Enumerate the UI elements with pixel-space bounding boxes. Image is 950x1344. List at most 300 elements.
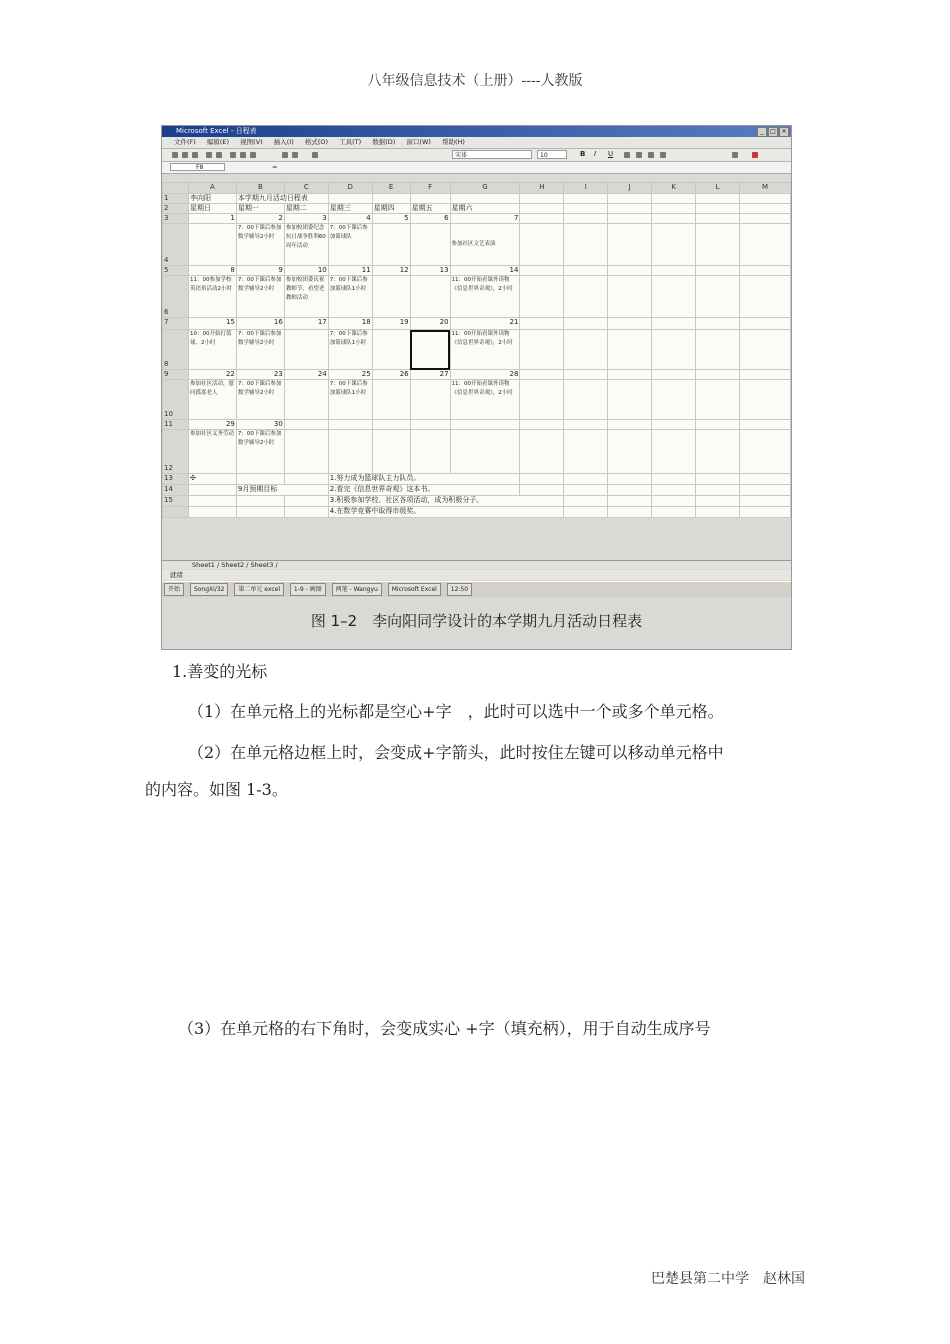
cell[interactable] [696, 496, 740, 507]
cell[interactable]: 7：00下课后参加数学辅导2小时 [236, 380, 284, 420]
taskbar-item[interactable]: SongXi/32 [190, 583, 229, 596]
row-header[interactable]: 15 [163, 496, 189, 507]
cell[interactable] [564, 204, 608, 214]
cell[interactable] [696, 214, 740, 224]
cell[interactable] [564, 496, 608, 507]
cell[interactable]: 7：00下课后参加篮球队1小时 [328, 276, 372, 318]
paragraph: （1）在单元格上的光标都是空心+字 ，此时可以选中一个或多个单元格。 [188, 702, 724, 721]
sheet-table [162, 182, 791, 518]
cell[interactable]: 17 [284, 318, 328, 330]
cell[interactable] [188, 507, 236, 518]
cell[interactable] [520, 194, 564, 204]
cell[interactable] [450, 194, 520, 204]
table-row [163, 420, 791, 430]
cell[interactable] [608, 224, 652, 266]
cell[interactable]: 24 [284, 370, 328, 380]
excel-screenshot-figure [161, 125, 792, 650]
menu-tools[interactable]: 工具(T) [339, 138, 362, 146]
row-header[interactable]: 4 [163, 224, 189, 266]
taskbar-item[interactable]: 第二单元 excel [234, 583, 284, 596]
cell[interactable]: 7：00下课后参加数学辅导2小时 [236, 430, 284, 474]
window-title-bar [162, 126, 791, 137]
cell[interactable]: 12 [372, 266, 410, 276]
menu-edit[interactable]: 编辑(E) [206, 138, 230, 146]
cell[interactable]: 5 [372, 214, 410, 224]
minimize-icon[interactable]: _ [757, 127, 767, 137]
row-header[interactable]: 8 [163, 330, 189, 370]
window-title: Microsoft Excel - 日程表 [176, 127, 257, 135]
preview-icon[interactable] [216, 152, 222, 158]
cell[interactable] [740, 204, 791, 214]
cell[interactable] [652, 430, 696, 474]
cell[interactable] [740, 485, 791, 496]
fill-color-icon[interactable] [732, 152, 738, 158]
cell[interactable]: 7：00下课后参加数学辅导2小时 [236, 330, 284, 370]
cell[interactable] [188, 474, 236, 485]
column-header[interactable]: G [450, 183, 520, 194]
cell[interactable]: 3.积极参加学校、社区各项活动，成为积极分子。 [328, 496, 564, 507]
cell[interactable]: 星期日 [188, 204, 236, 214]
cell[interactable] [284, 474, 328, 485]
cell[interactable] [652, 474, 696, 485]
cell[interactable]: 4 [328, 214, 372, 224]
cell[interactable] [652, 318, 696, 330]
table-row [163, 507, 791, 518]
cell[interactable] [652, 266, 696, 276]
new-icon[interactable] [172, 152, 178, 158]
save-icon[interactable] [192, 152, 198, 158]
column-header[interactable]: L [696, 183, 740, 194]
cell[interactable] [372, 276, 410, 318]
cell[interactable] [410, 430, 450, 474]
cross-cursor-icon: ✣ [189, 474, 196, 482]
row-header[interactable]: 12 [163, 430, 189, 474]
cell[interactable] [564, 474, 608, 485]
cell[interactable] [410, 224, 450, 266]
cell[interactable]: 7：00下课后参加篮球队 [328, 224, 372, 266]
cell[interactable] [696, 266, 740, 276]
cell[interactable]: 参加校团委纪念抗日战争胜利60周年活动 [284, 224, 328, 266]
menu-help[interactable]: 帮助(H) [441, 138, 465, 146]
taskbar-item[interactable]: 1-9 - 画图 [290, 583, 326, 596]
cell[interactable] [564, 266, 608, 276]
cell[interactable] [188, 224, 236, 266]
cell[interactable] [236, 507, 284, 518]
paste-icon[interactable] [250, 152, 256, 158]
cell[interactable] [652, 214, 696, 224]
cell[interactable]: 26 [372, 370, 410, 380]
cell[interactable] [696, 276, 740, 318]
print-icon[interactable] [206, 152, 212, 158]
cell[interactable]: 27 [410, 370, 450, 380]
cell[interactable] [608, 276, 652, 318]
font-size-select[interactable]: 10 [537, 150, 567, 159]
cell[interactable]: 15 [188, 318, 236, 330]
cell[interactable] [564, 330, 608, 370]
cell[interactable] [608, 330, 652, 370]
cell[interactable] [236, 496, 284, 507]
table-row [163, 496, 791, 507]
cell[interactable] [564, 380, 608, 420]
taskbar-item[interactable]: 两笔 - Wangyu [332, 583, 382, 596]
cell[interactable]: 7：00下课后参加数学辅导2小时 [236, 276, 284, 318]
cell[interactable] [564, 194, 608, 204]
cell[interactable]: 7 [450, 214, 520, 224]
cell[interactable]: 11 [328, 266, 372, 276]
cell[interactable]: 参加校团委庆祝教师节，看望老教师活动 [284, 276, 328, 318]
cell[interactable] [284, 496, 328, 507]
cell[interactable] [740, 430, 791, 474]
row-header[interactable]: 14 [163, 485, 189, 496]
open-icon[interactable] [182, 152, 188, 158]
cell[interactable]: 星期三 [328, 204, 372, 214]
menu-window[interactable]: 窗口(W) [406, 138, 431, 146]
cell[interactable]: 7：00下课后参加篮球队1小时 [328, 330, 372, 370]
name-box[interactable]: F8 [170, 163, 225, 171]
cell[interactable] [740, 496, 791, 507]
cell[interactable] [696, 430, 740, 474]
equals-icon[interactable]: = [272, 163, 278, 171]
cell[interactable] [740, 194, 791, 204]
column-header[interactable]: H [520, 183, 564, 194]
cut-icon[interactable] [230, 152, 236, 158]
cell[interactable] [740, 318, 791, 330]
cell[interactable] [608, 380, 652, 420]
cell[interactable] [564, 214, 608, 224]
table-row [163, 214, 791, 224]
page-header: 八年级信息技术（上册）----人教版 [367, 73, 583, 89]
cell[interactable]: 1.努力成为篮球队主力队员。 [328, 474, 520, 485]
cell[interactable]: 11：00开始看课外读物《信息世界奇观》，2小时 [450, 330, 520, 370]
cell[interactable] [696, 485, 740, 496]
table-row [163, 330, 791, 370]
row-header[interactable]: 9 [163, 370, 189, 380]
section-heading: 1.善变的光标 [172, 662, 268, 681]
table-row [163, 485, 791, 496]
cell[interactable] [696, 204, 740, 214]
cell[interactable] [564, 224, 608, 266]
cell[interactable] [520, 224, 564, 266]
cell[interactable] [608, 485, 652, 496]
status-bar [162, 570, 791, 580]
cell[interactable] [608, 214, 652, 224]
status-text: 就绪 [170, 571, 183, 579]
font-color-icon[interactable] [752, 152, 758, 158]
cell[interactable] [520, 430, 564, 474]
column-header[interactable]: A [188, 183, 236, 194]
cell[interactable] [284, 330, 328, 370]
cell[interactable]: 9月预期目标 [236, 485, 328, 496]
cell[interactable] [564, 420, 608, 430]
bold-icon[interactable]: B [580, 150, 586, 158]
cell[interactable] [372, 380, 410, 420]
row-header[interactable]: 2 [163, 204, 189, 214]
cell[interactable] [410, 380, 450, 420]
table-row [163, 380, 791, 420]
cell[interactable]: 20 [410, 318, 450, 330]
cell[interactable] [652, 370, 696, 380]
cell[interactable] [410, 194, 450, 204]
cell[interactable] [696, 507, 740, 518]
cell[interactable] [652, 204, 696, 214]
cell[interactable] [564, 507, 608, 518]
cell[interactable] [696, 318, 740, 330]
cell[interactable]: 1 [188, 214, 236, 224]
cell[interactable] [608, 204, 652, 214]
column-header[interactable]: C [284, 183, 328, 194]
select-all-corner[interactable] [163, 183, 189, 194]
cell[interactable] [410, 276, 450, 318]
column-header[interactable]: K [652, 183, 696, 194]
menu-insert[interactable]: 插入(I) [273, 138, 294, 146]
sort-icon[interactable] [292, 152, 298, 158]
merge-icon[interactable] [660, 152, 666, 158]
cell[interactable]: 2.看完《信息世界奇观》这本书。 [328, 485, 520, 496]
cell[interactable] [328, 420, 372, 430]
maximize-icon[interactable]: □ [768, 127, 778, 137]
table-row [163, 370, 791, 380]
cell[interactable]: 18 [328, 318, 372, 330]
cell[interactable] [372, 194, 410, 204]
figure-caption: 图 1–2 李向阳同学设计的本学期九月活动日程表 [310, 612, 643, 630]
row-header[interactable]: 11 [163, 420, 189, 430]
cell[interactable] [520, 276, 564, 318]
cell[interactable] [740, 266, 791, 276]
cell[interactable] [740, 507, 791, 518]
cell[interactable] [520, 380, 564, 420]
font-name-select[interactable]: 宋体 [452, 150, 532, 159]
cell[interactable] [328, 194, 372, 204]
row-header[interactable] [163, 507, 189, 518]
cell[interactable]: 3 [284, 214, 328, 224]
taskbar-item[interactable]: Microsoft Excel [388, 583, 441, 596]
cell[interactable] [608, 420, 652, 430]
cell[interactable] [652, 420, 696, 430]
cell[interactable]: 16 [236, 318, 284, 330]
menu-format[interactable]: 格式(O) [304, 138, 329, 146]
cell[interactable]: 22 [188, 370, 236, 380]
cell[interactable] [696, 330, 740, 370]
cell[interactable]: 参加社区义务劳动 [188, 430, 236, 474]
cell[interactable]: 星期一 [236, 204, 284, 214]
cell[interactable] [372, 420, 410, 430]
cell[interactable]: 29 [188, 420, 236, 430]
cell[interactable] [608, 194, 652, 204]
sheet-tab[interactable]: Sheet1 / Sheet2 / Sheet3 / [192, 561, 278, 569]
cell[interactable]: 星期五 [410, 204, 450, 214]
menu-data[interactable]: 数据(D) [372, 138, 396, 146]
cell[interactable]: 11：00开始看课外读物《信息世界奇观》，2小时 [450, 276, 520, 318]
italic-icon[interactable]: I [594, 150, 597, 158]
table-row [163, 276, 791, 318]
column-header[interactable]: M [740, 183, 791, 194]
cell[interactable] [608, 496, 652, 507]
table-row [163, 318, 791, 330]
menu-view[interactable]: 视图(V) [240, 138, 263, 146]
cell[interactable]: 星期四 [372, 204, 410, 214]
table-row [163, 204, 791, 214]
menu-bar [162, 137, 791, 149]
cell[interactable] [520, 330, 564, 370]
cell[interactable] [520, 420, 564, 430]
cell[interactable] [652, 330, 696, 370]
cell[interactable] [564, 370, 608, 380]
cell[interactable] [740, 214, 791, 224]
table-row [163, 224, 791, 266]
cell[interactable] [564, 485, 608, 496]
cell[interactable] [372, 330, 410, 370]
toolbar [162, 149, 791, 162]
cell[interactable] [740, 420, 791, 430]
cell[interactable] [188, 496, 236, 507]
close-icon[interactable]: × [779, 127, 789, 137]
cell[interactable] [608, 507, 652, 518]
cell[interactable] [652, 276, 696, 318]
cell[interactable] [284, 380, 328, 420]
column-header-row [163, 183, 791, 194]
cell[interactable]: 14 [450, 266, 520, 276]
cell[interactable] [652, 194, 696, 204]
cell[interactable]: 星期六 [450, 204, 520, 214]
cell[interactable]: 21 [450, 318, 520, 330]
cell[interactable] [608, 474, 652, 485]
cell[interactable] [608, 318, 652, 330]
cell[interactable] [652, 224, 696, 266]
row-header[interactable]: 10 [163, 380, 189, 420]
cell[interactable] [740, 370, 791, 380]
cell[interactable] [696, 224, 740, 266]
spreadsheet-grid [162, 182, 791, 518]
cell[interactable] [696, 420, 740, 430]
cell[interactable] [696, 380, 740, 420]
chart-icon[interactable] [312, 152, 318, 158]
cell[interactable] [608, 370, 652, 380]
column-header[interactable]: E [372, 183, 410, 194]
cell[interactable]: 23 [236, 370, 284, 380]
cell[interactable] [740, 380, 791, 420]
cell[interactable] [652, 485, 696, 496]
cell[interactable] [450, 420, 520, 430]
cell[interactable] [608, 266, 652, 276]
table-row [163, 430, 791, 474]
cell[interactable] [520, 485, 564, 496]
align-center-icon[interactable] [636, 152, 642, 158]
cell[interactable]: 本学期九月活动日程表 [236, 194, 328, 204]
cell[interactable] [740, 276, 791, 318]
selected-cell-f8[interactable] [410, 330, 450, 370]
cell[interactable]: 星期二 [284, 204, 328, 214]
row-header[interactable]: 3 [163, 214, 189, 224]
menu-file[interactable]: 文件(F) [174, 138, 196, 146]
cell[interactable]: 4.在数学竞赛中取得市级奖。 [328, 507, 564, 518]
formula-bar [162, 162, 791, 174]
cell[interactable]: 11：00开始看课外读物《信息世界奇观》，2小时 [450, 380, 520, 420]
cell[interactable] [608, 430, 652, 474]
align-left-icon[interactable] [624, 152, 630, 158]
cell[interactable]: 9 [236, 266, 284, 276]
cell[interactable]: 13 [410, 266, 450, 276]
column-header[interactable]: I [564, 183, 608, 194]
column-header[interactable]: D [328, 183, 372, 194]
cell[interactable]: 参加社区活动，慰问孤寡老人 [188, 380, 236, 420]
cell[interactable] [520, 266, 564, 276]
row-header[interactable]: 1 [163, 194, 189, 204]
cell[interactable] [520, 318, 564, 330]
cell[interactable]: 2 [236, 214, 284, 224]
clock: 12:50 [447, 583, 472, 596]
cell[interactable] [652, 496, 696, 507]
row-header[interactable]: 5 [163, 266, 189, 276]
align-right-icon[interactable] [648, 152, 654, 158]
cell[interactable] [520, 370, 564, 380]
cell[interactable]: 25 [328, 370, 372, 380]
paragraph: 的内容。如图 1-3。 [145, 780, 288, 799]
cell[interactable]: 参加社区文艺表演 [450, 224, 520, 266]
sheet-tabs [162, 560, 791, 569]
cell[interactable] [652, 380, 696, 420]
cell[interactable]: 8 [188, 266, 236, 276]
cell[interactable]: 10：00开始打篮球，2小时 [188, 330, 236, 370]
cell[interactable]: 6 [410, 214, 450, 224]
cell[interactable] [696, 370, 740, 380]
cell[interactable]: 11：00参加学校英语角活动2小时 [188, 276, 236, 318]
cell[interactable] [564, 318, 608, 330]
cell[interactable] [652, 507, 696, 518]
cell[interactable]: 28 [450, 370, 520, 380]
copy-icon[interactable] [240, 152, 246, 158]
table-row [163, 266, 791, 276]
cell[interactable] [740, 330, 791, 370]
row-header[interactable]: 13 [163, 474, 189, 485]
cell[interactable] [372, 224, 410, 266]
row-header[interactable]: 6 [163, 276, 189, 318]
cell[interactable]: 19 [372, 318, 410, 330]
cell[interactable] [696, 194, 740, 204]
underline-icon[interactable]: U [608, 150, 614, 158]
cell[interactable] [520, 204, 564, 214]
cell[interactable]: 7：00下课后参加篮球队1小时 [328, 380, 372, 420]
cell[interactable] [284, 507, 328, 518]
cell[interactable] [564, 276, 608, 318]
cell[interactable] [236, 474, 284, 485]
cell[interactable] [740, 224, 791, 266]
start-button[interactable]: 开始 [164, 583, 184, 596]
column-header[interactable]: J [608, 183, 652, 194]
row-header[interactable]: 7 [163, 318, 189, 330]
cell[interactable] [188, 485, 236, 496]
paragraph: （3）在单元格的右下角时，会变成实心 +字（填充柄），用于自动生成序号 [178, 1019, 711, 1038]
cell[interactable] [284, 430, 328, 474]
cell[interactable]: 10 [284, 266, 328, 276]
cell[interactable] [520, 474, 564, 485]
cell[interactable] [564, 430, 608, 474]
sum-icon[interactable] [282, 152, 288, 158]
cell[interactable] [410, 420, 450, 430]
cell[interactable]: 30 [236, 420, 284, 430]
cell[interactable]: 李向阳 [188, 194, 236, 204]
cell[interactable] [520, 214, 564, 224]
cell[interactable] [450, 430, 520, 474]
paragraph: （2）在单元格边框上时，会变成+字箭头，此时按住左键可以移动单元格中 [188, 743, 724, 762]
cell[interactable] [284, 420, 328, 430]
cell[interactable] [696, 474, 740, 485]
cell[interactable] [328, 430, 372, 474]
cell[interactable] [740, 474, 791, 485]
cell[interactable] [372, 430, 410, 474]
cell[interactable]: 7：00下课后参加数学辅导2小时 [236, 224, 284, 266]
column-header[interactable]: B [236, 183, 284, 194]
column-header[interactable]: F [410, 183, 450, 194]
